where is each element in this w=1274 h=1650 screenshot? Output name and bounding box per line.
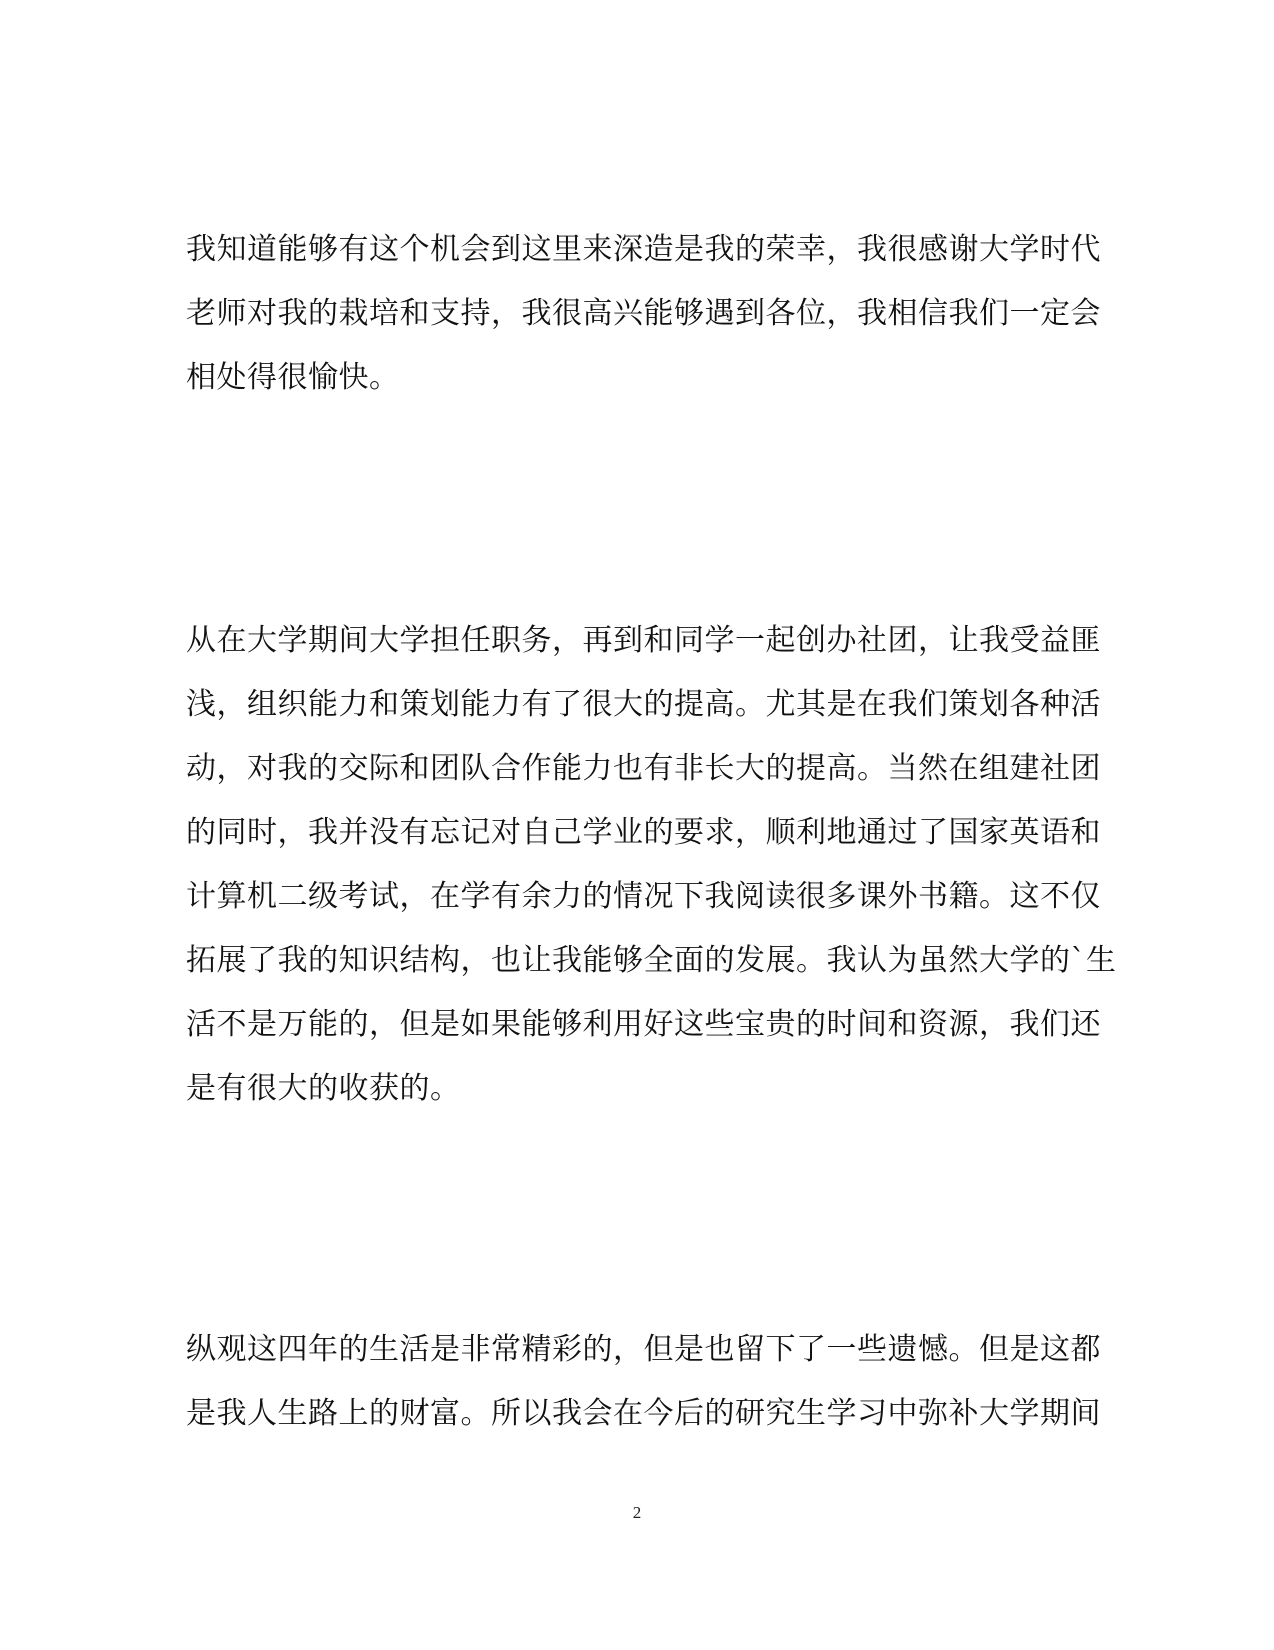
text-line: 拓展了我的知识结构，也让我能够全面的发展。我认为虽然大学的`生: [186, 943, 1117, 978]
text-line: 从在大学期间大学担任职务，再到和同学一起创办社团，让我受益匪: [186, 623, 1101, 658]
text-line: 计算机二级考试，在学有余力的情况下我阅读很多课外书籍。这不仅: [186, 879, 1101, 914]
text-line: 浅，组织能力和策划能力有了很大的提高。尤其是在我们策划各种活: [186, 687, 1101, 722]
text-line: 是有很大的收获的。: [186, 1071, 461, 1106]
paragraph-2: [186, 609, 1117, 1121]
text-line: 相处得很愉快。: [186, 360, 400, 395]
text-line: 的同时，我并没有忘记对自己学业的要求，顺利地通过了国家英语和: [186, 815, 1101, 850]
paragraph-3: [186, 1318, 1101, 1446]
page-number: 2: [632, 1503, 642, 1522]
text-line: 动，对我的交际和团队合作能力也有非长大的提高。当然在组建社团: [186, 751, 1101, 786]
text-line: 活不是万能的，但是如果能够利用好这些宝贵的时间和资源，我们还: [186, 1007, 1101, 1042]
text-line: 是我人生路上的财富。所以我会在今后的研究生学习中弥补大学期间: [186, 1396, 1101, 1431]
text-line: 老师对我的栽培和支持，我很高兴能够遇到各位，我相信我们一定会: [186, 296, 1101, 331]
text-line: 我知道能够有这个机会到这里来深造是我的荣幸，我很感谢大学时代: [186, 232, 1101, 267]
paragraph-1: [186, 218, 1101, 410]
text-line: 纵观这四年的生活是非常精彩的，但是也留下了一些遗憾。但是这都: [186, 1332, 1101, 1367]
